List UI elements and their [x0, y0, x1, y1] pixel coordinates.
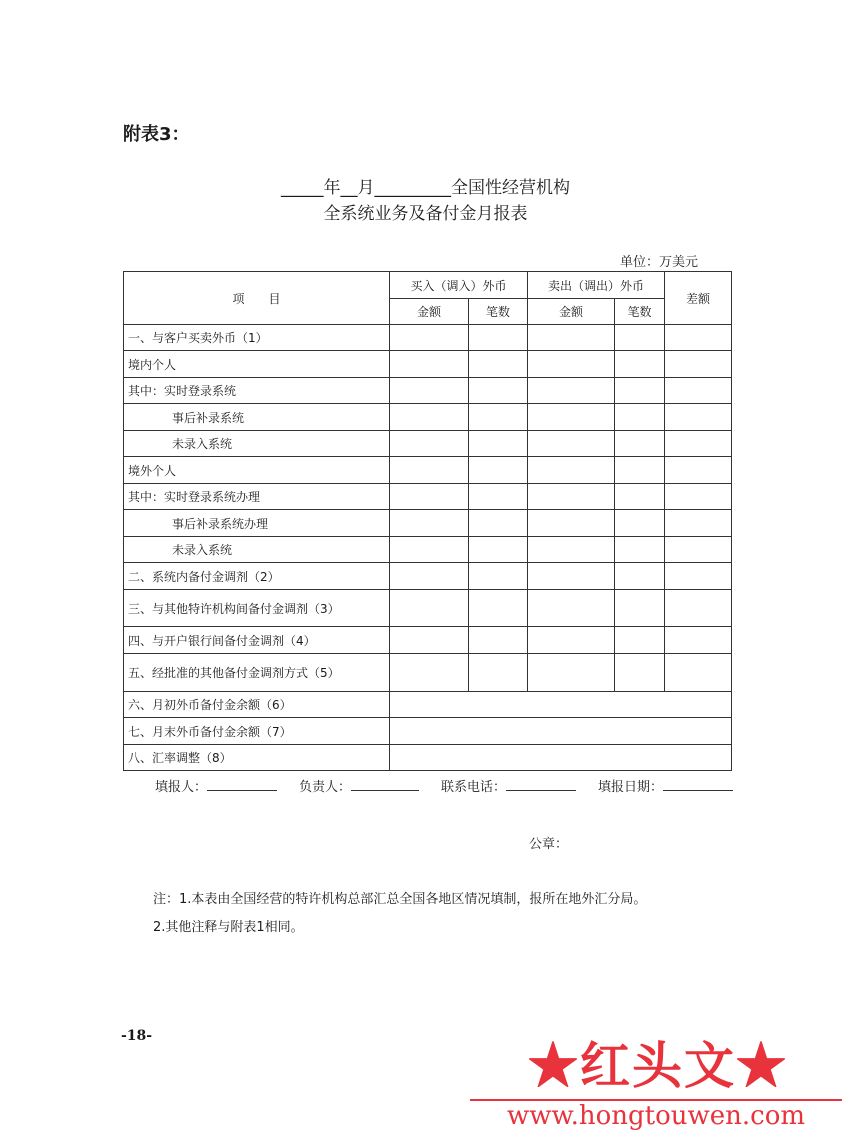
table-row	[124, 457, 732, 484]
table-row	[124, 718, 732, 745]
row-label: 未录入系统	[124, 537, 390, 563]
cell	[528, 484, 615, 510]
row-label: 三、与其他特许机构间备付金调剂（3）	[124, 590, 390, 627]
watermark-url: www.hongtouwen.com	[506, 1101, 806, 1131]
row-label: 四、与开户银行间备付金调剂（4）	[124, 627, 390, 654]
row-label: 五、经批准的其他备付金调剂方式（5）	[124, 654, 390, 692]
cell	[528, 654, 615, 692]
merged-cell	[390, 718, 732, 745]
merged-cell	[390, 745, 732, 771]
cell	[665, 431, 732, 457]
report-title-line1: _____年__月_________全国性经营机构	[281, 178, 570, 198]
header-buy-count: 笔数	[469, 299, 528, 325]
watermark-logo: ★红头文★	[528, 1036, 788, 1095]
header-sell-amount: 金额	[528, 299, 615, 325]
cell	[390, 563, 469, 590]
cell	[615, 484, 665, 510]
cell	[665, 590, 732, 627]
cell	[528, 537, 615, 563]
cell	[665, 351, 732, 378]
row-label: 二、系统内备付金调剂（2）	[124, 563, 390, 590]
row-label: 事后补录系统	[124, 404, 390, 431]
cell	[390, 431, 469, 457]
cell	[615, 510, 665, 537]
signature-line	[123, 776, 733, 795]
table-header-row	[124, 272, 732, 299]
table-row	[124, 484, 732, 510]
row-label: 六、月初外币备付金余额（6）	[124, 692, 390, 718]
phone-field	[441, 776, 576, 795]
cell	[615, 325, 665, 351]
cell	[469, 325, 528, 351]
report-title-line2: 全系统业务及备付金月报表	[323, 204, 528, 224]
cell	[528, 457, 615, 484]
cell	[615, 431, 665, 457]
note-1: 注：1.本表由全国经营的特许机构总部汇总全国各地区情况填制，报所在地外汇分局。	[153, 892, 647, 907]
cell	[665, 627, 732, 654]
cell	[615, 590, 665, 627]
responsible-blank	[351, 778, 419, 791]
row-label: 境内个人	[124, 351, 390, 378]
cell	[615, 457, 665, 484]
cell	[665, 484, 732, 510]
table-row	[124, 510, 732, 537]
cell	[615, 627, 665, 654]
cell	[665, 654, 732, 692]
table-row	[124, 654, 732, 692]
date-blank	[663, 778, 733, 791]
cell	[390, 351, 469, 378]
responsible-label: 负责人：	[298, 780, 351, 795]
table-row	[124, 745, 732, 771]
phone-label: 联系电话：	[440, 780, 506, 795]
cell	[528, 351, 615, 378]
cell	[528, 325, 615, 351]
cell	[615, 563, 665, 590]
row-label: 其中：实时登录系统办理	[124, 484, 390, 510]
cell	[665, 325, 732, 351]
cell	[469, 654, 528, 692]
table-row	[124, 404, 732, 431]
row-label: 未录入系统	[124, 431, 390, 457]
header-buy: 买入（调入）外币	[390, 272, 528, 299]
date-field	[598, 776, 733, 795]
cell	[665, 537, 732, 563]
header-sell: 卖出（调出）外币	[528, 272, 665, 299]
row-label: 七、月末外币备付金余额（7）	[124, 718, 390, 745]
row-label: 一、与客户买卖外币（1）	[124, 325, 390, 351]
cell	[390, 457, 469, 484]
cell	[469, 590, 528, 627]
date-label: 填报日期：	[597, 780, 663, 795]
note-2: 2.其他注释与附表1相同。	[153, 920, 304, 935]
cell	[469, 378, 528, 404]
cell	[469, 404, 528, 431]
cell	[469, 484, 528, 510]
cell	[469, 510, 528, 537]
header-item: 项 目	[124, 272, 390, 325]
header-diff: 差额	[665, 272, 732, 325]
unit-label: 单位：万美元	[620, 255, 699, 270]
filler-blank	[207, 778, 277, 791]
cell	[615, 351, 665, 378]
cell	[665, 378, 732, 404]
cell	[528, 510, 615, 537]
filler-label: 填报人：	[155, 780, 208, 795]
page-number: -18-	[121, 1028, 153, 1044]
cell	[469, 431, 528, 457]
cell	[390, 627, 469, 654]
cell	[528, 378, 615, 404]
cell	[615, 537, 665, 563]
cell	[665, 404, 732, 431]
table-row	[124, 537, 732, 563]
cell	[390, 590, 469, 627]
table-row	[124, 627, 732, 654]
cell	[390, 537, 469, 563]
table-row	[124, 590, 732, 627]
header-buy-amount: 金额	[390, 299, 469, 325]
cell	[390, 484, 469, 510]
merged-cell	[390, 692, 732, 718]
seal-label: 公章：	[529, 837, 569, 852]
cell	[615, 654, 665, 692]
cell	[390, 510, 469, 537]
table-row	[124, 351, 732, 378]
cell	[469, 457, 528, 484]
cell	[390, 404, 469, 431]
phone-blank	[506, 778, 576, 791]
cell	[665, 563, 732, 590]
row-label: 境外个人	[124, 457, 390, 484]
responsible-field	[299, 776, 419, 795]
cell	[469, 351, 528, 378]
table-row	[124, 692, 732, 718]
report-table	[123, 271, 732, 771]
cell	[528, 627, 615, 654]
cell	[665, 510, 732, 537]
cell	[469, 627, 528, 654]
table-row	[124, 325, 732, 351]
cell	[528, 404, 615, 431]
table-row	[124, 431, 732, 457]
cell	[528, 563, 615, 590]
cell	[528, 431, 615, 457]
cell	[615, 378, 665, 404]
cell	[390, 378, 469, 404]
cell	[615, 404, 665, 431]
cell	[469, 563, 528, 590]
row-label: 八、汇率调整（8）	[124, 745, 390, 771]
filler-field	[123, 776, 277, 795]
cell	[469, 537, 528, 563]
attachment-label: 附表3：	[123, 124, 190, 145]
row-label: 事后补录系统办理	[124, 510, 390, 537]
table-row	[124, 563, 732, 590]
cell	[665, 457, 732, 484]
row-label: 其中：实时登录系统	[124, 378, 390, 404]
table-row	[124, 378, 732, 404]
header-sell-count: 笔数	[615, 299, 665, 325]
cell	[390, 654, 469, 692]
cell	[528, 590, 615, 627]
cell	[390, 325, 469, 351]
